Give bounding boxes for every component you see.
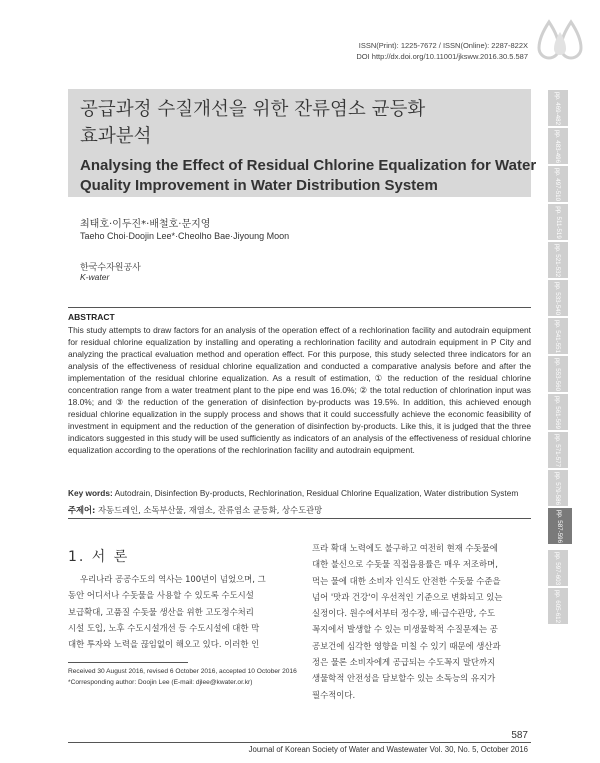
issn-text: ISSN(Print): 1225-7672 / ISSN(Online): 2287-822X (358, 41, 528, 50)
received-dates: Received 30 August 2016, revised 6 October 2016, accepted 10 October 2016 (68, 668, 297, 675)
side-tab[interactable] (548, 204, 568, 240)
body-line: 생물학적 안전성을 담보할수 있는 소독능의 유지가 (312, 673, 496, 684)
side-tab-label: pp. 597-603 (554, 551, 562, 585)
side-tab-label: pp. 571-577 (554, 433, 562, 467)
keywords-label: Key words: (68, 488, 113, 498)
side-tab-label: pp. 469-482 (554, 91, 562, 125)
body-line: 시설 도입, 노후 수도시설개선 등 수도시설에 대한 막 (68, 622, 260, 633)
side-tab[interactable] (548, 432, 568, 468)
journal-logo-icon (535, 18, 585, 64)
side-tab[interactable] (548, 90, 568, 126)
english-title-line-1: Analysing the Effect of Residual Chlorine Equalization for Water (80, 157, 537, 174)
affiliation-korean: 한국수자원공사 (80, 263, 141, 273)
journal-citation: Journal of Korean Society of Water and Wastewater Vol. 30, No. 5, October 2016 (248, 745, 528, 754)
side-tab-label: pp. 561-569 (554, 395, 562, 429)
body-line: 실정이다. 원수에서부터 정수장, 배·급수관망, 수도 (312, 608, 496, 619)
body-column-left (68, 571, 292, 652)
body-line: 공보건에 심각한 영향을 미칠 수 있기 때문에 생산과 (312, 640, 501, 651)
page-number: 587 (511, 730, 528, 741)
keywords-bottom-rule (68, 518, 531, 519)
side-tab-label: pp. 587-596 (556, 509, 564, 543)
side-tab-label: pp. 541-551 (554, 319, 562, 353)
side-tab-label: pp. 533-540 (554, 281, 562, 315)
korean-title (80, 96, 425, 150)
body-line: 보급확대, 고품질 수돗물 생산을 위한 고도정수처리 (68, 606, 254, 617)
abstract-top-rule (68, 307, 531, 308)
side-tab-label: pp. 483-496 (554, 129, 562, 163)
side-tab[interactable] (548, 166, 568, 202)
side-tab[interactable] (548, 128, 568, 164)
corresponding-author: *Corresponding author: Doojin Lee (E-mail: djlee@kwater.or.kr) (68, 679, 253, 686)
section-heading: 1. 서 론 (68, 549, 130, 565)
keywords-korean (68, 504, 322, 516)
keywords-english (68, 488, 538, 498)
doi-text: DOI http://dx.doi.org/10.11001/jksww.2016.30.5.587 (356, 52, 528, 61)
authors-korean: 최태호·이두진*·배철호·문지영 (80, 219, 211, 230)
korean-title-line-1: 공급과정 수질개선을 위한 잔류염소 균등화 (80, 99, 426, 120)
side-tab[interactable] (548, 394, 568, 430)
footnote-rule (68, 662, 188, 663)
side-tab-active[interactable] (548, 508, 572, 544)
abstract-text: This study attempts to draw factors for an analysis of the operation effect of a rechlorination facility and autodrain equipment for residual chlorine equalization by installing and operating a rechlorination facility and autodrain equipment in P City and analyzing the practical evaluation method and operation effect. For this purpose, this study selected three indicators for an analysis of the effectiveness of residual chlorine equalization and conducted a comparative analysis before and after the implementation of the residual chlorine equalization. As a result of estimation, ① the reduction of the residual chlorine concentration range from a water treatment plant to the pipe end was 16.0%; ② the total reduction of chlorination input was 18.0%; and ③ the reduction of the generation of disinfection by-products was 19.5%. In addition, this achieved enough residual chlorine equalization in the supply process and shows that it could successfully achieve the economic feasibility of investment in equipment and the reduction of the generation of disinfection by-products. Like this, it is judged that the three indicators suggested in this study will be used sufficiently as indicators of an analysis of the effectiveness of residual chlorine equalization according to the operations of the rechlorination facility and autodrain equipment. (68, 325, 531, 455)
side-tab[interactable] (548, 470, 568, 506)
side-tab-label: pp. 605-612 (554, 589, 562, 623)
authors-english: Taeho Choi·Doojin Lee*·Cheolho Bae·Jiyoung Moon (80, 231, 290, 241)
body-line: 먹는 물에 대한 소비자 인식도 안전한 수돗물 수준을 (312, 575, 501, 586)
side-tab[interactable] (548, 550, 568, 586)
keywords-list: Autodrain, Disinfection By-products, Rechlorination, Residual Chlorine Equalization, Water distribution System (112, 488, 519, 498)
body-line: 동안 어디서나 수돗물을 사용할 수 있도록 수도시설 (68, 590, 254, 601)
keywords-korean-label: 주제어: (68, 505, 96, 515)
body-column-right (312, 540, 534, 703)
side-tab-label: pp. 553-560 (554, 357, 562, 391)
side-tab[interactable] (548, 318, 568, 354)
affiliation-english: K-water (80, 272, 110, 282)
side-tab[interactable] (548, 588, 568, 624)
side-tab[interactable] (548, 356, 568, 392)
footer-rule (68, 742, 531, 743)
side-tab-label: pp. 497-510 (554, 167, 562, 201)
english-title (80, 156, 536, 196)
body-line: 대한 투자와 노력을 끊임없이 해오고 있다. 이러한 인 (68, 639, 260, 650)
body-line: 넘어 '맛과 건강'이 우선적인 기준으로 변화되고 있는 (312, 591, 503, 602)
body-line: 우리나라 공공수도의 역사는 100년이 넘었으며, 그 (80, 574, 266, 584)
side-tab-label: pp. 521-532 (554, 243, 562, 277)
korean-title-line-2: 효과분석 (80, 126, 152, 147)
side-tab[interactable] (548, 280, 568, 316)
english-title-line-2: Quality Improvement in Water Distribution System (80, 177, 438, 194)
body-line: 필수적이다. (312, 689, 356, 700)
side-tab-label: pp. 579-586 (554, 471, 562, 505)
side-tab-label: pp. 511-519 (554, 205, 562, 239)
body-line: 꼭지에서 발생할 수 있는 미생물학적 수질문제는 공 (312, 624, 498, 635)
side-tab[interactable] (548, 242, 568, 278)
body-line: 프라 확대 노력에도 불구하고 여전히 현재 수돗물에 (312, 543, 498, 553)
keywords-korean-list: 자동드레인, 소독부산물, 재염소, 잔류염소 균등화, 상수도관망 (95, 505, 323, 515)
body-line: 정은 물론 소비자에게 공급되는 수도꼭지 말단까지 (312, 657, 496, 668)
body-line: 대한 불신으로 수돗물 직접음용률은 매우 저조하며, (312, 559, 498, 570)
abstract-heading: ABSTRACT (68, 312, 115, 322)
